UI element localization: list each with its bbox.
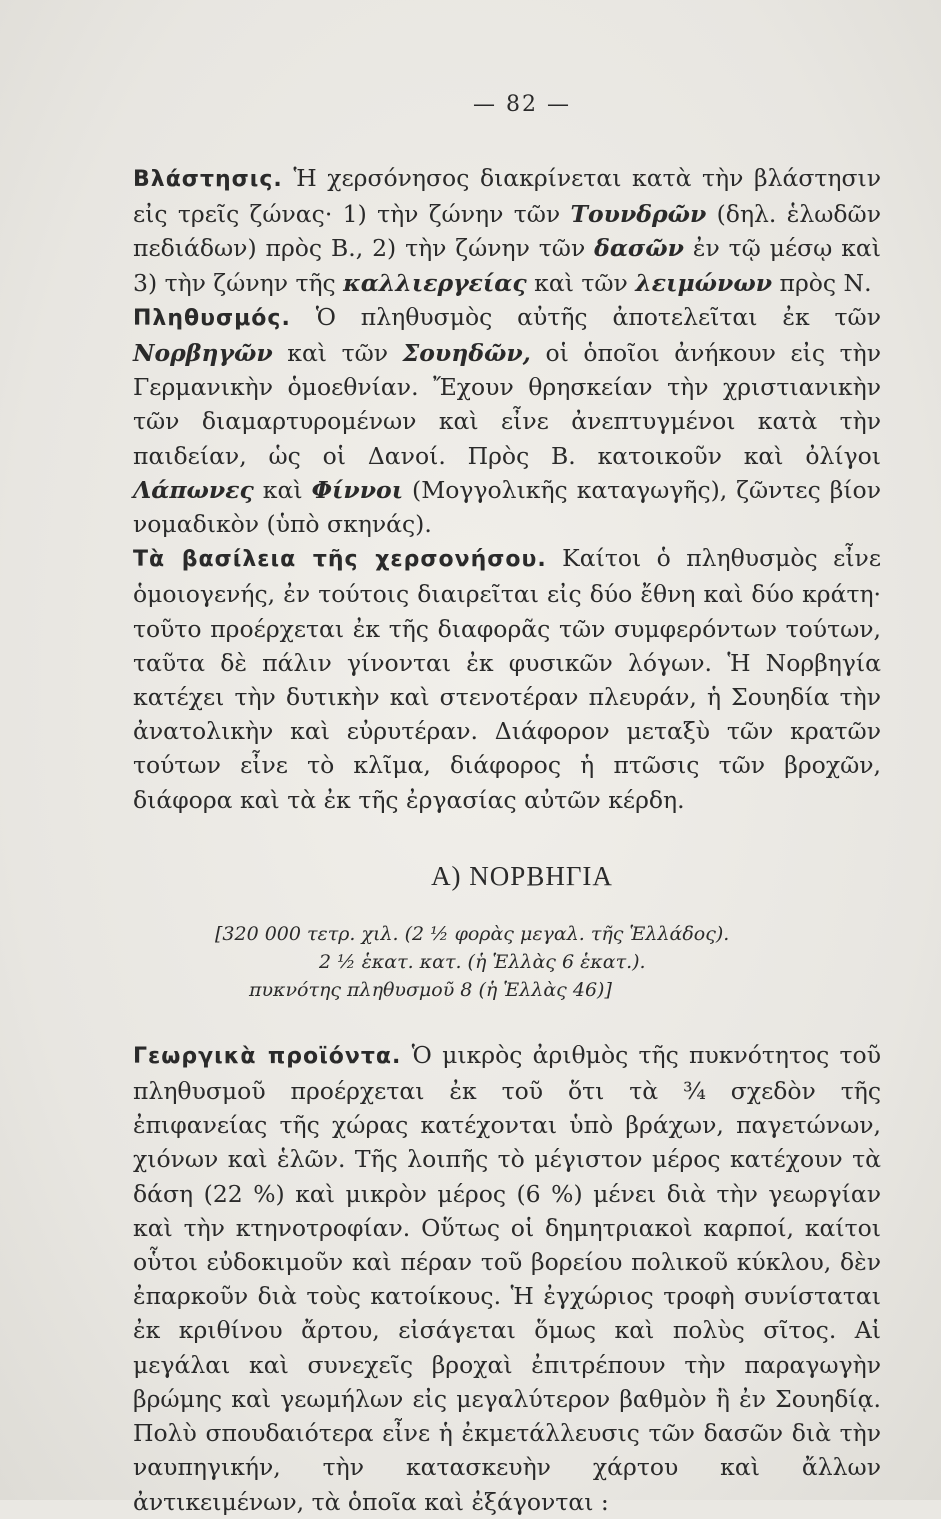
text-span: οἱ ὁποῖοι ἀνήκουν εἰς τὴν Γερμανικὴν ὁμοεθνίαν. Ἔχουν θρησκείαν τὴν χριστιανικὴν τῶν διαμαρτυρομένων καὶ εἶνε ἀνεπτυγμένοι κατὰ τὴν παιδείαν, ὡς οἱ Δανοί. Πρὸς Β. κατοικοῦν καὶ ὀλίγοι (133, 339, 881, 470)
text-span: πρὸς Ν. (772, 268, 872, 297)
heading-population: Πληθυσμός. (133, 305, 291, 331)
text-span: Ἡ χερσόνησος διακρίνεται κατὰ τὴν βλάστησιν εἰς τρεῖς ζώνας· 1) τὴν ζώνην τῶν (133, 164, 881, 229)
term-forest: δασῶν (594, 234, 684, 263)
stats-area: [320 000 τετρ. χιλ. (2 ½ φορὰς μεγαλ. τῆς Ἑλλάδος). (215, 922, 730, 945)
term-lapps: Λάπωνες (133, 475, 254, 504)
stats-density: πυκνότης πληθυσμοῦ 8 (ἡ Ἑλλὰς 46)] (249, 978, 612, 1001)
term-cultivation: καλλιεργείας (343, 268, 527, 297)
paragraph-agriculture (133, 1038, 881, 1519)
text-span: (Μογγολικῆς καταγωγῆς), ζῶντες βίον νομαδικὸν (ὑπὸ σκηνάς). (133, 475, 881, 539)
term-tundra: Τουνδρῶν (570, 200, 707, 229)
term-meadows: λειμώνων (635, 268, 773, 297)
paragraph-vegetation (133, 161, 881, 300)
term-norwegians: Νορβηγῶν (133, 339, 273, 368)
heading-kingdoms: Τὰ βασίλεια τῆς χερσονήσου. (133, 547, 547, 573)
stats-inhabitants: 2 ½ ἑκατ. κατ. (ἡ Ἑλλὰς 6 ἑκατ.). (319, 950, 646, 973)
text-span: Καίτοι ὁ πληθυσμὸς εἶνε ὁμοιογενής, ἐν τούτοις διαιρεῖται εἰς δύο ἔθνη καὶ δύο κράτη· τοῦτο προέρχεται ἐκ τῆς διαφορᾶς τῶν συμφερόντων τούτων, ταῦτα δὲ πάλιν γίνονται ἐκ φυσικῶν λόγων. Ἡ Νορβηγία κατέχει τὴν δυτικὴν καὶ στενοτέραν πλευράν, ἡ Σουηδία τὴν ἀνατολικὴν καὶ εὐρυτέραν. Διάφορον μεταξὺ τῶν κρατῶν τούτων εἶνε τὸ κλῖμα, διάφορος ἡ πτῶσις τῶν βροχῶν, διάφορα καὶ τὰ ἐκ τῆς ἐργασίας αὐτῶν κέρδη. (133, 544, 881, 814)
text-span: καὶ τῶν (272, 339, 403, 368)
paragraph-kingdoms (133, 541, 881, 817)
term-swedes: Σουηδῶν, (402, 339, 531, 368)
text-span: (δηλ. ἑλωδῶν πεδιάδων) πρὸς Β., 2) τὴν ζώνην τῶν (133, 200, 881, 263)
section-title-norway: A) ΝΟΡΒΗΓΙΑ (431, 860, 613, 891)
text-span: ἐν τῷ μέσῳ καὶ 3) τὴν ζώνην τῆς (133, 234, 881, 297)
text-span: καὶ τῶν (526, 268, 636, 297)
term-finns: Φίννοι (311, 475, 404, 504)
paragraph-population (133, 300, 881, 541)
text-span: Ὁ μικρὸς ἀριθμὸς τῆς πυκνότητος τοῦ πληθυσμοῦ προέρχεται ἐκ τοῦ ὅτι τὰ ¾ σχεδὸν τῆς ἐπιφανείας τῆς χώρας κατέχονται ὑπὸ βράχων, παγετώνων, χιόνων καὶ ἑλῶν. Τῆς λοιπῆς τὸ μέγιστον μέρος κατέχουν τὰ δάση (22 %) καὶ μικρὸν μέρος (6 %) μένει διὰ τὴν γεωργίαν καὶ τὴν κτηνοτροφίαν. Οὕτως οἱ δημητριακοὶ καρποί, καίτοι οὗτοι εὐδοκιμοῦν καὶ πέραν τοῦ βορείου πολικοῦ κύκλου, δὲν ἐπαρκοῦν διὰ τοὺς κατοίκους. Ἡ ἐγχώριος τροφὴ συνίσταται ἐκ κριθίνου ἄρτου, εἰσάγεται ὅμως καὶ πολὺς σῖτος. Αἱ μεγάλαι καὶ συνεχεῖς βροχαὶ ἐπιτρέπουν τὴν παραγωγὴν βρώμης καὶ γεωμήλων εἰς μεγαλύτερον βαθμὸν ἢ ἐν Σουηδίᾳ. Πολὺ σπουδαιότερα εἶνε ἡ ἐκμετάλλευσις τῶν δασῶν διὰ τὴν ναυπηγικήν, τὴν κατασκευὴν χάρτου καὶ ἄλλων ἀντικειμένων, τὰ ὁποῖα καὶ ἐξάγονται : (133, 1040, 881, 1516)
heading-vegetation: Βλάστησις. (133, 167, 283, 192)
norway-statistics (133, 920, 881, 1004)
text-span: καὶ (253, 475, 312, 504)
page-number: — 82 — (473, 92, 571, 117)
heading-agriculture: Γεωργικὰ προϊόντα. (133, 1043, 402, 1069)
text-span: Ὁ πληθυσμὸς αὐτῆς ἀποτελεῖται ἐκ τῶν (290, 302, 881, 331)
